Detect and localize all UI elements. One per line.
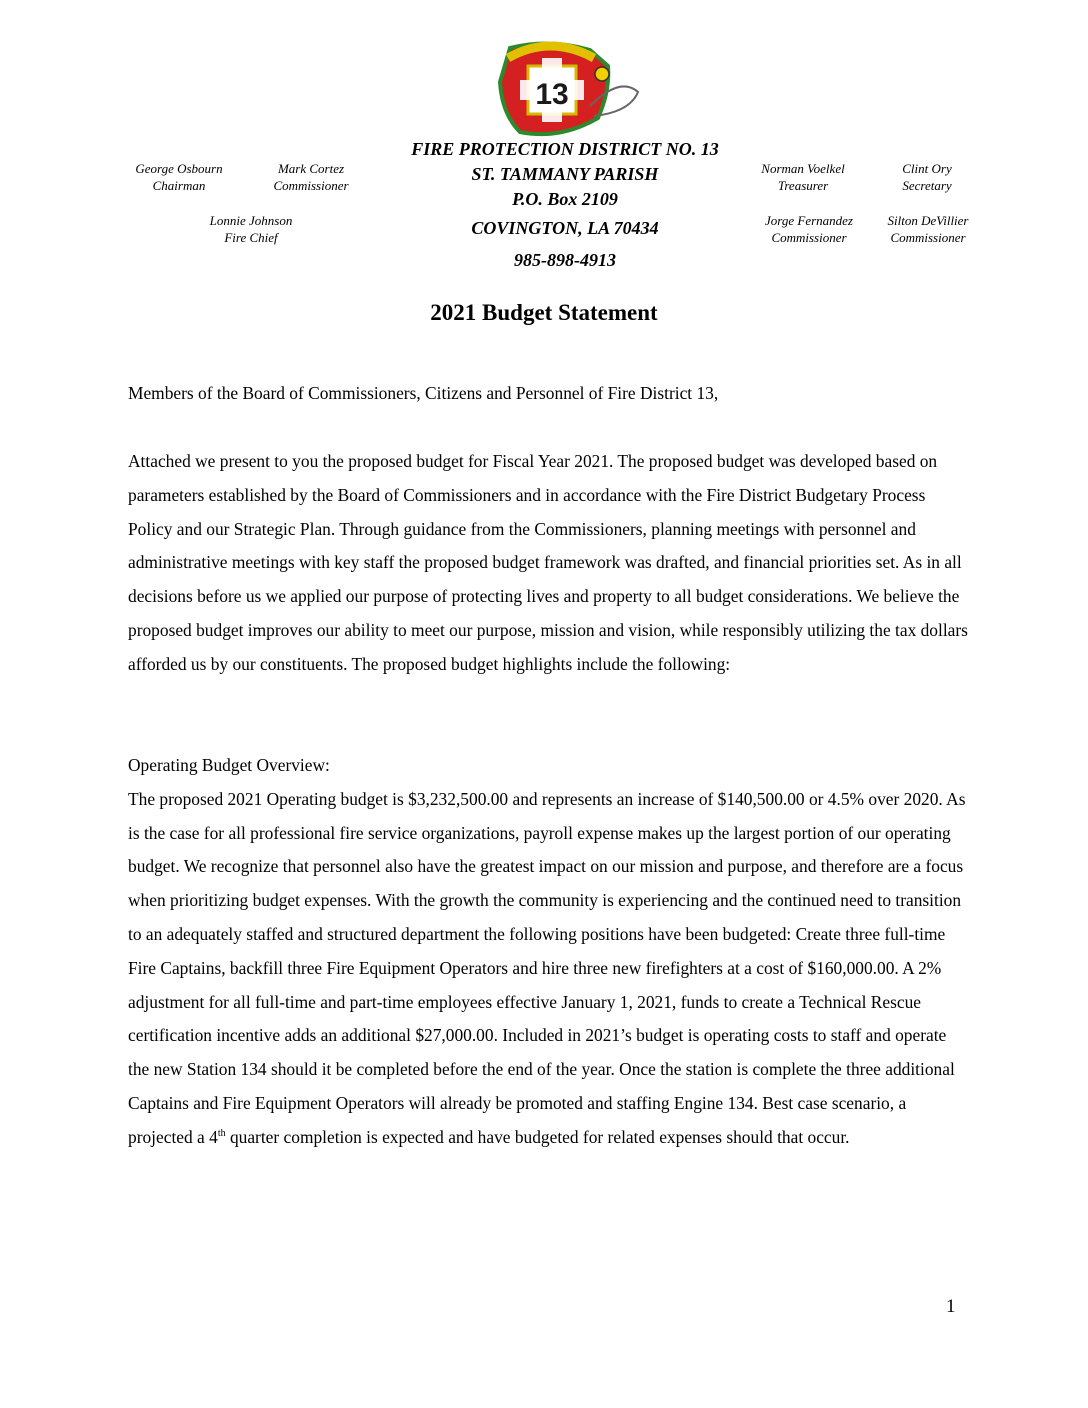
official-role: Commissioner: [890, 230, 966, 245]
official-role: Secretary: [902, 178, 952, 193]
official-role: Commissioner: [771, 230, 847, 245]
page-number: 1: [946, 1296, 956, 1317]
official-role: Fire Chief: [224, 230, 278, 245]
official-name: George Osbourn: [135, 161, 223, 176]
section-heading: Operating Budget Overview:: [128, 755, 330, 775]
city-state-zip: COVINGTON, LA 70434: [471, 218, 659, 238]
overview-paragraph: [128, 783, 968, 1155]
official-name: Lonnie Johnson: [209, 213, 293, 228]
official-silton-devillier: [853, 212, 1003, 246]
official-role: Chairman: [152, 178, 206, 193]
overview-text-part1: The proposed 2021 Operating budget is $3,232,500.00 and represents an increase of $140,500.00 or 4.5% over 2020. As is the case for all professional fire service organizations, payroll expense makes up the largest portion of our operating budget. We recognize that personnel also have the greatest impact on our mission and purpose, and therefore are a focus when prioritizing budget expenses. With the growth the community is experiencing and the continued need to transition to an adequately staffed and structured department the following positions have been budgeted: Create three full-time Fire Captains, backfill three Fire Equipment Operators and hire three new firefighters at a cost of $160,000.00. A 2% adjustment for all full-time and part-time employees effective January 1, 2021, funds to create a Technical Rescue certification incentive adds an additional $27,000.00. Included in 2021’s budget is operating costs to staff and operate the new Station 134 should it be completed before the end of the year. Once the station is complete the three additional Captains and Fire Equipment Operators will already be promoted and staffing Engine 134. Best case scenario, a projected a 4: [128, 788, 966, 1147]
official-name: Norman Voelkel: [761, 161, 845, 176]
document-title: 2021 Budget Statement: [430, 300, 658, 325]
official-name: Jorge Fernandez: [765, 213, 853, 228]
org-name: FIRE PROTECTION DISTRICT NO. 13: [411, 139, 719, 159]
official-clint-ory: [852, 160, 1002, 194]
official-role: Treasurer: [777, 178, 829, 193]
official-lonnie-johnson: [176, 212, 326, 246]
org-header: [380, 137, 750, 273]
official-name: Mark Cortez: [277, 161, 345, 176]
operating-budget-section: [128, 749, 968, 1155]
official-name: Clint Ory: [902, 161, 952, 176]
overview-text-part2: quarter completion is expected and have budgeted for related expenses should that occur.: [225, 1126, 850, 1147]
fire-district-logo: [490, 36, 640, 144]
intro-text: Attached we present to you the proposed budget for Fiscal Year 2021. The proposed budget was developed based on parameters established by the Board of Commissioners and in accordance with the Fire District Budgetary Process Policy and our Strategic Plan. Through guidance from the Commissioners, planning meetings with personnel and administrative meetings with key staff the proposed budget framework was drafted, and financial priorities set. As in all decisions before us we applied our purpose of protecting lives and property to all budget considerations. We believe the proposed budget improves our ability to meet our purpose, mission and vision, while responsibly utilizing the tax dollars afforded us by our constituents. The proposed budget highlights include the following:: [128, 451, 968, 674]
salutation-text: Members of the Board of Commissioners, Citizens and Personnel of Fire District 13,: [128, 383, 719, 403]
salutation: [128, 377, 968, 411]
official-mark-cortez: [236, 160, 386, 194]
official-role: Commissioner: [273, 178, 349, 193]
po-box: P.O. Box 2109: [512, 189, 618, 209]
ordinal-suffix: th: [217, 1127, 226, 1139]
parish-name: ST. TAMMANY PARISH: [471, 164, 659, 184]
official-name: Silton DeVillier: [887, 213, 969, 228]
official-george-osbourn: [104, 160, 254, 194]
svg-text:13: 13: [535, 78, 569, 111]
intro-paragraph: [128, 445, 968, 682]
phone-number: 985-898-4913: [514, 250, 616, 270]
